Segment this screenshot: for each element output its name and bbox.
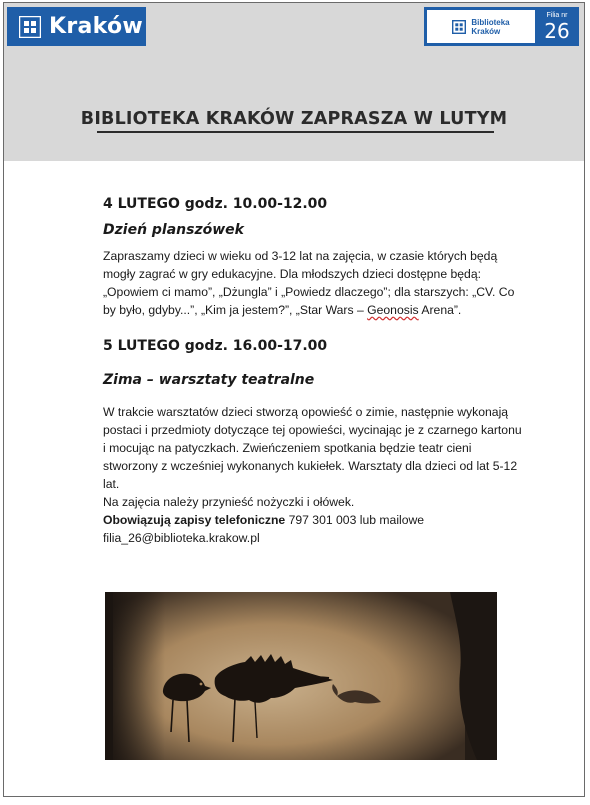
event-2-paragraph-1: W trakcie warsztatów dzieci stworzą opowieść o zimie, następnie wykonają postaci i przedmioty dotyczące tej opowieści, wycinając je z czarnego kartonu i mocując na patyczkach. Zwieńczeniem spotkania będzie teatr cieni stworzony z wcześniej wykonanych kukiełek. Warsztaty dla dzieci od lat 5-12 lat. <box>103 405 522 491</box>
event-1-text-end: Arena”. <box>418 303 462 317</box>
brand-name: Kraków <box>49 14 144 39</box>
title-underline <box>97 131 494 133</box>
signup-info <box>103 511 523 529</box>
event-1-date: 4 LUTEGO godz. 10.00-12.00 <box>103 196 328 212</box>
event-2-name: Zima – warsztaty teatralne <box>103 372 315 388</box>
filia-number-box <box>535 7 579 46</box>
page-title: BIBLIOTEKA KRAKÓW ZAPRASZA W LUTYM <box>80 109 508 129</box>
branch-badge <box>424 7 579 46</box>
biblioteka-logo-text: Biblioteka Kraków <box>471 17 510 36</box>
signup-phone: 797 301 003 lub mailowe <box>285 513 425 527</box>
flyer-page <box>3 2 585 797</box>
header-band <box>4 3 584 161</box>
biblioteka-logo-icon <box>452 20 466 34</box>
biblioteka-logo <box>427 10 535 43</box>
event-2-description <box>103 403 523 547</box>
spellcheck-word: Geonosis <box>367 303 419 317</box>
event-2-paragraph-2: Na zajęcia należy przynieść nożyczki i ołówek. <box>103 495 355 509</box>
event-1-description <box>103 247 523 319</box>
event-2 <box>103 337 523 547</box>
event-1-text: Zapraszamy dzieci w wieku od 3-12 lat na zajęcia, w czasie których będą mogły zagrać w gry edukacyjne. Dla młodszych dzieci dostępne będą: „Opowiem ci mamo”, „Dżungla” i „Powiedz dlaczego”; dla starszych: „CV. Co by było, gdyby...”, „Kim ja jestem?”, „Star Wars – <box>103 249 515 317</box>
contact-email: filia_26@biblioteka.krakow.pl <box>103 531 260 545</box>
filia-number: 26 <box>544 18 570 43</box>
event-1 <box>103 195 523 319</box>
signup-bold: Obowiązują zapisy telefoniczne <box>103 513 286 527</box>
event-1-name: Dzień planszówek <box>103 222 244 238</box>
filia-label: Filia nr <box>546 11 568 19</box>
event-2-date: 5 LUTEGO godz. 16.00-17.00 <box>103 338 328 354</box>
krakow-logo-icon <box>19 16 41 38</box>
events-content <box>103 195 523 547</box>
krakow-logo <box>7 7 146 46</box>
shadow-theatre-photo <box>105 592 497 760</box>
